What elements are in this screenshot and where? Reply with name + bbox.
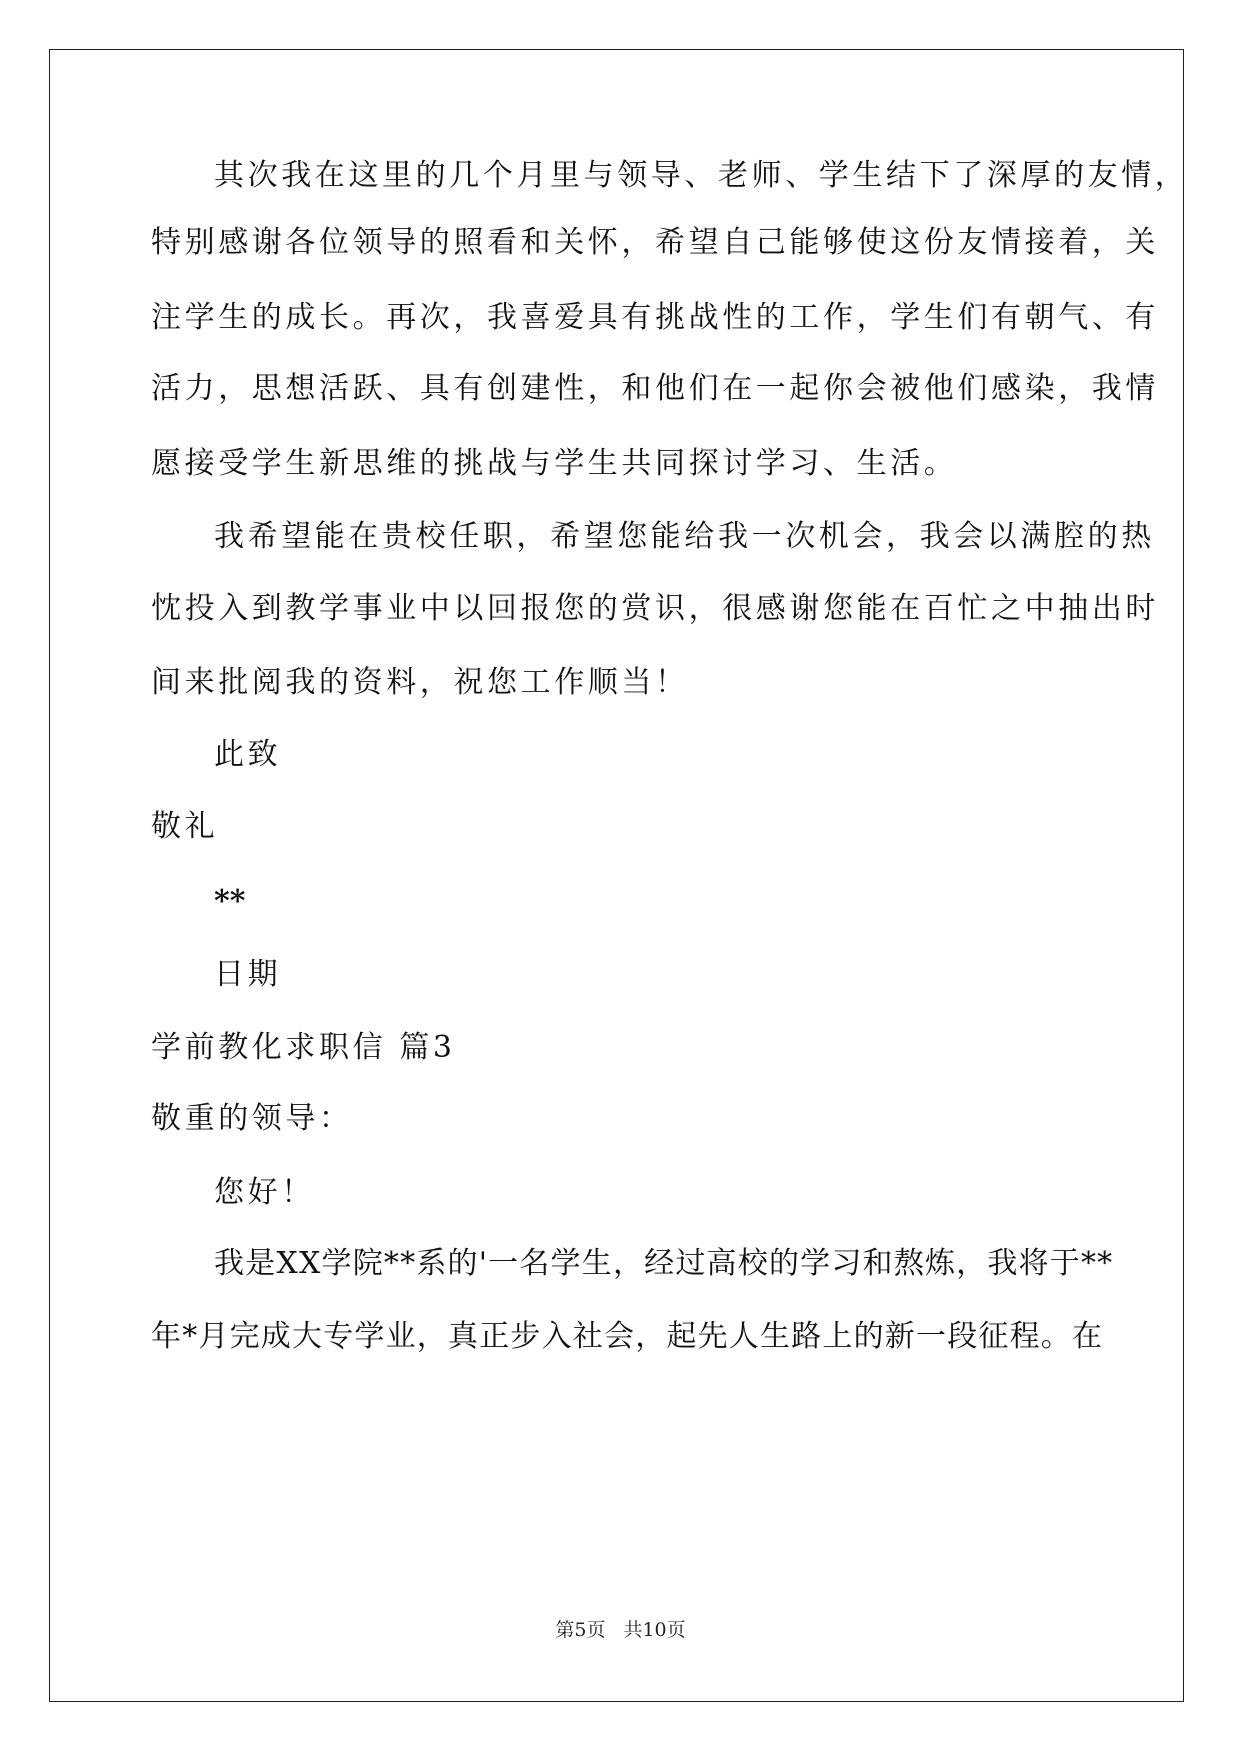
page-border bbox=[49, 49, 1184, 1702]
text-line: 间来批阅我的资料，祝您工作顺当！ bbox=[151, 665, 689, 700]
signature-name: ** bbox=[214, 884, 246, 919]
text-line: 我是XX学院**系的'一名学生，经过高校的学习和熬炼，我将于** bbox=[214, 1246, 1114, 1281]
closing-salutation: 此致 bbox=[214, 737, 282, 772]
text-line: 其次我在这里的几个月里与领导、老师、学生结下了深厚的友情， bbox=[214, 158, 1189, 193]
text-line: 活力，思想活跃、具有创建性，和他们在一起你会被他们感染，我情 bbox=[151, 371, 1159, 406]
page-footer bbox=[0, 1618, 1241, 1642]
closing-regards: 敬礼 bbox=[151, 809, 219, 844]
letter-greeting: 您好！ bbox=[214, 1175, 315, 1210]
section-title: 学前教化求职信 篇3 bbox=[151, 1030, 456, 1065]
text-line: 忱投入到教学事业中以回报您的赏识，很感谢您能在百忙之中抽出时 bbox=[151, 591, 1159, 626]
text-line: 愿接受学生新思维的挑战与学生共同探讨学习、生活。 bbox=[151, 446, 958, 481]
page-total: 共10页 bbox=[623, 1619, 686, 1641]
page-number: 第5页 bbox=[555, 1619, 606, 1641]
text-line: 年*月完成大专学业，真正步入社会，起先人生路上的新一段征程。在 bbox=[151, 1319, 1104, 1354]
text-line: 特别感谢各位领导的照看和关怀，希望自己能够使这份友情接着，关 bbox=[151, 225, 1159, 260]
text-line: 注学生的成长。再次，我喜爱具有挑战性的工作，学生们有朝气、有 bbox=[151, 300, 1159, 335]
signature-date: 日期 bbox=[214, 957, 282, 992]
text-line: 我希望能在贵校任职，希望您能给我一次机会，我会以满腔的热 bbox=[214, 519, 1155, 554]
letter-addressee: 敬重的领导： bbox=[151, 1101, 353, 1136]
